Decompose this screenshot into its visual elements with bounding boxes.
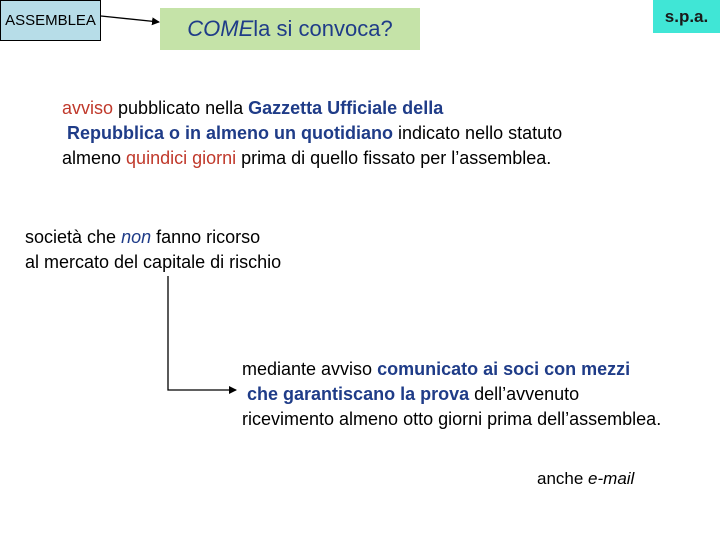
avvenuto-text: dell’avvenuto xyxy=(469,384,580,404)
assemblea-label: ASSEMBLEA xyxy=(5,12,96,29)
mercato-text: al mercato del capitale di rischio xyxy=(25,252,282,272)
repubblica-text: Repubblica o in almeno un quotidiano xyxy=(67,123,394,143)
avviso-paragraph xyxy=(62,96,562,171)
question-emphasis: COME xyxy=(187,16,254,41)
mediante-line-1 xyxy=(242,357,661,382)
arrow-assemblea-to-question xyxy=(101,16,159,22)
societa-line-1 xyxy=(25,225,281,250)
avviso-line-1 xyxy=(62,96,562,121)
avviso-line-2 xyxy=(62,121,562,146)
ricorso-text: fanno ricorso xyxy=(151,227,261,247)
statuto-text: indicato nello statuto xyxy=(393,123,563,143)
ricevimento-text: ricevimento almeno otto giorni prima dell’assemblea. xyxy=(242,409,662,429)
mediante-line-3 xyxy=(242,407,661,432)
garantiscano-text: che garantiscano la prova xyxy=(247,384,470,404)
email-text: e-mail xyxy=(588,469,635,488)
mediante-paragraph xyxy=(242,357,661,432)
gazzetta-text: Gazzetta Ufficiale della xyxy=(248,98,444,118)
societa-paragraph xyxy=(25,225,281,275)
mediante-line-2 xyxy=(242,382,661,407)
fissato-text: prima di quello fissato per l’assemblea. xyxy=(236,148,552,168)
spa-label: s.p.a. xyxy=(664,6,709,26)
almeno-text: almeno xyxy=(62,148,127,168)
question-text: la si convoca? xyxy=(253,16,393,41)
avviso-word: avviso xyxy=(62,98,114,118)
non-text: non xyxy=(121,227,152,247)
anche-text: anche xyxy=(537,469,589,488)
mediante-text: mediante avviso xyxy=(242,359,378,379)
societa-text: società che xyxy=(25,227,122,247)
arrow-societa-to-avviso xyxy=(168,276,236,390)
avviso-line-3 xyxy=(62,146,562,171)
email-note xyxy=(537,466,634,491)
societa-line-2 xyxy=(25,250,281,275)
avviso-text: pubblicato nella xyxy=(113,98,249,118)
comunicato-text: comunicato ai soci con mezzi xyxy=(377,359,631,379)
quindici-giorni-text: quindici giorni xyxy=(126,148,237,168)
